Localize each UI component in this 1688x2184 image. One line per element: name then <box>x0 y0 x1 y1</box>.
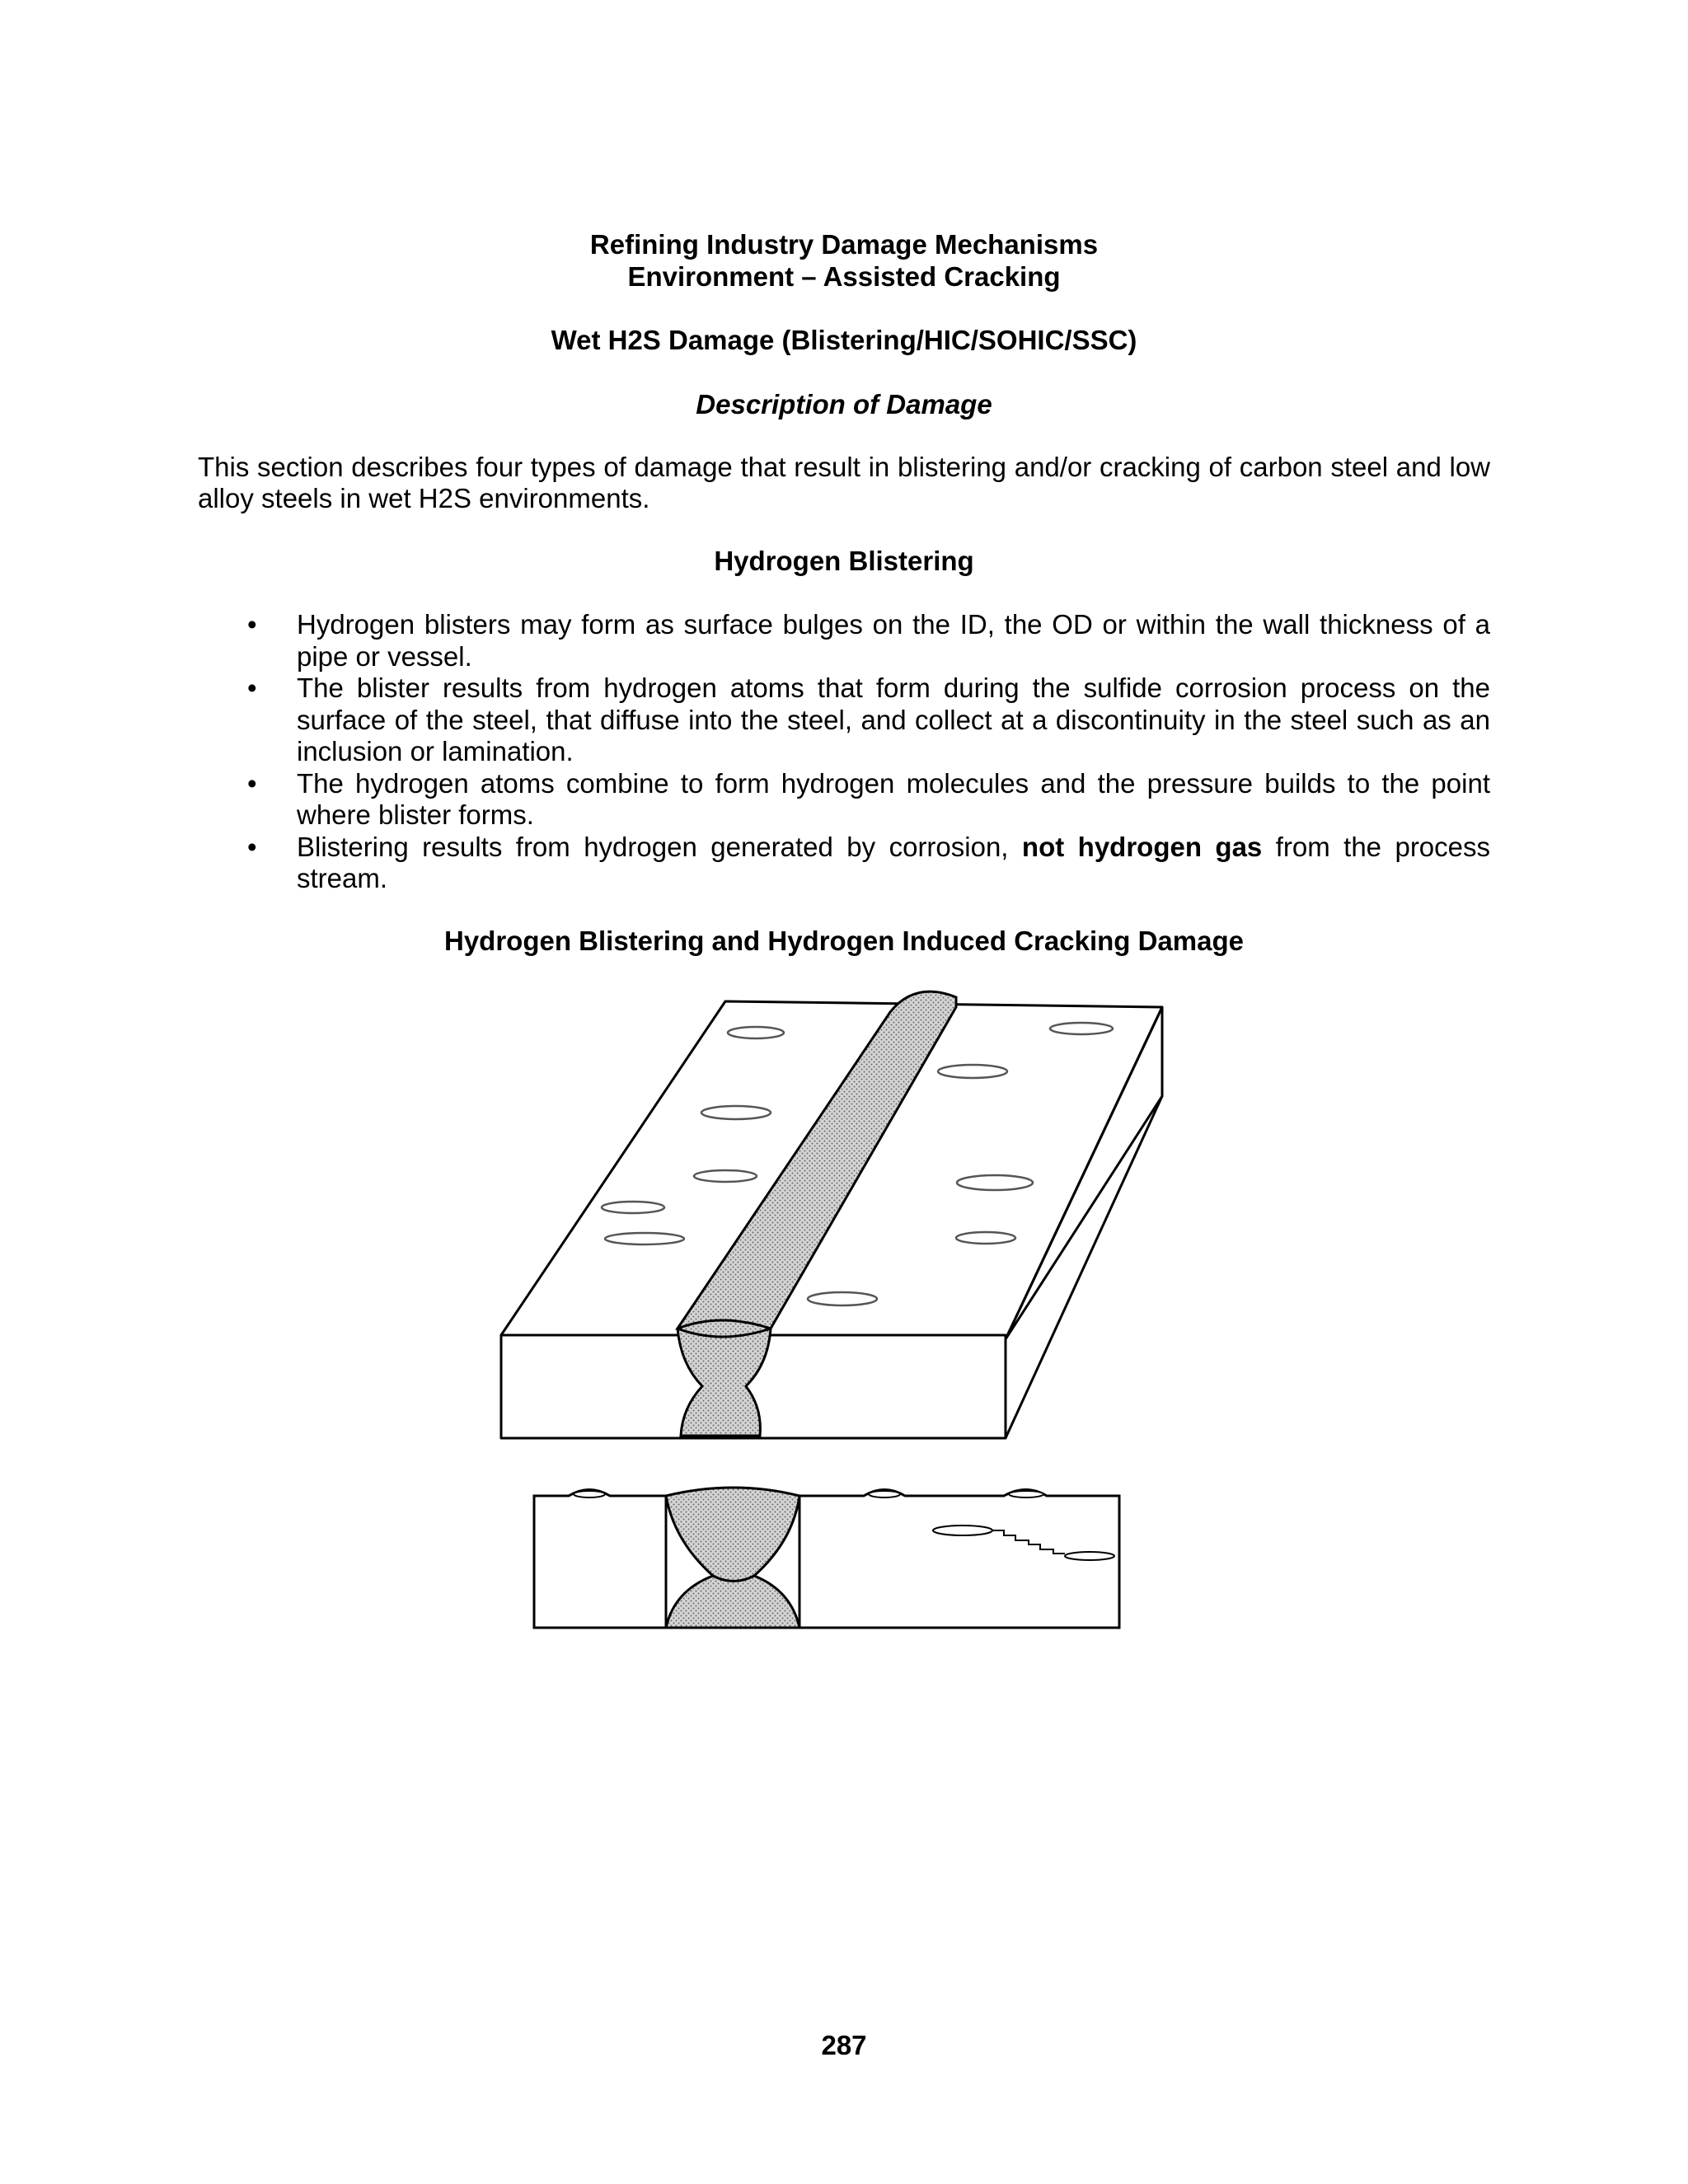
bullet-icon: • <box>247 673 257 703</box>
figure-caption: Hydrogen Blistering and Hydrogen Induced Cracking Damage <box>443 926 1244 956</box>
subsection-title: Description of Damage <box>696 389 992 419</box>
bullet-text-pre: Blistering results from hydrogen generated by corrosion, <box>297 831 1022 862</box>
intro-paragraph: This section describes four types of damage that result in blistering and/or cracking of carbon steel and low alloy steels in wet H2S environments. <box>198 452 1490 513</box>
blistering-heading: Hydrogen Blistering <box>714 546 974 576</box>
bullet-text: The blister results from hydrogen atoms that form during the sulfide corrosion process on the surface of the steel, that diffuse into the steel, and collect at a discontinuity in the steel such as an inclusion or lamination. <box>297 673 1490 766</box>
section-title: Wet H2S Damage (Blistering/HIC/SOHIC/SSC) <box>551 325 1137 355</box>
bullet-icon: • <box>247 767 257 799</box>
page-number: 287 <box>821 2030 867 2060</box>
plate-cross-section <box>534 1488 1119 1628</box>
bullet-text-bold: not hydrogen gas <box>1021 831 1263 862</box>
bullet-text-post: from the process stream. <box>297 831 1491 893</box>
bullet-text: Hydrogen blisters may form as surface bulges on the ID, the OD or within the wall thickness of a pipe or vessel. <box>297 609 1490 672</box>
bullet-icon: • <box>247 609 257 640</box>
header-subtitle: Environment – Assisted Cracking <box>627 261 1061 292</box>
bullet-icon: • <box>247 831 257 862</box>
bullet-text: The hydrogen atoms combine to form hydrogen molecules and the pressure builds to the point where blister forms. <box>297 767 1490 830</box>
header-title: Refining Industry Damage Mechanisms <box>589 229 1099 260</box>
